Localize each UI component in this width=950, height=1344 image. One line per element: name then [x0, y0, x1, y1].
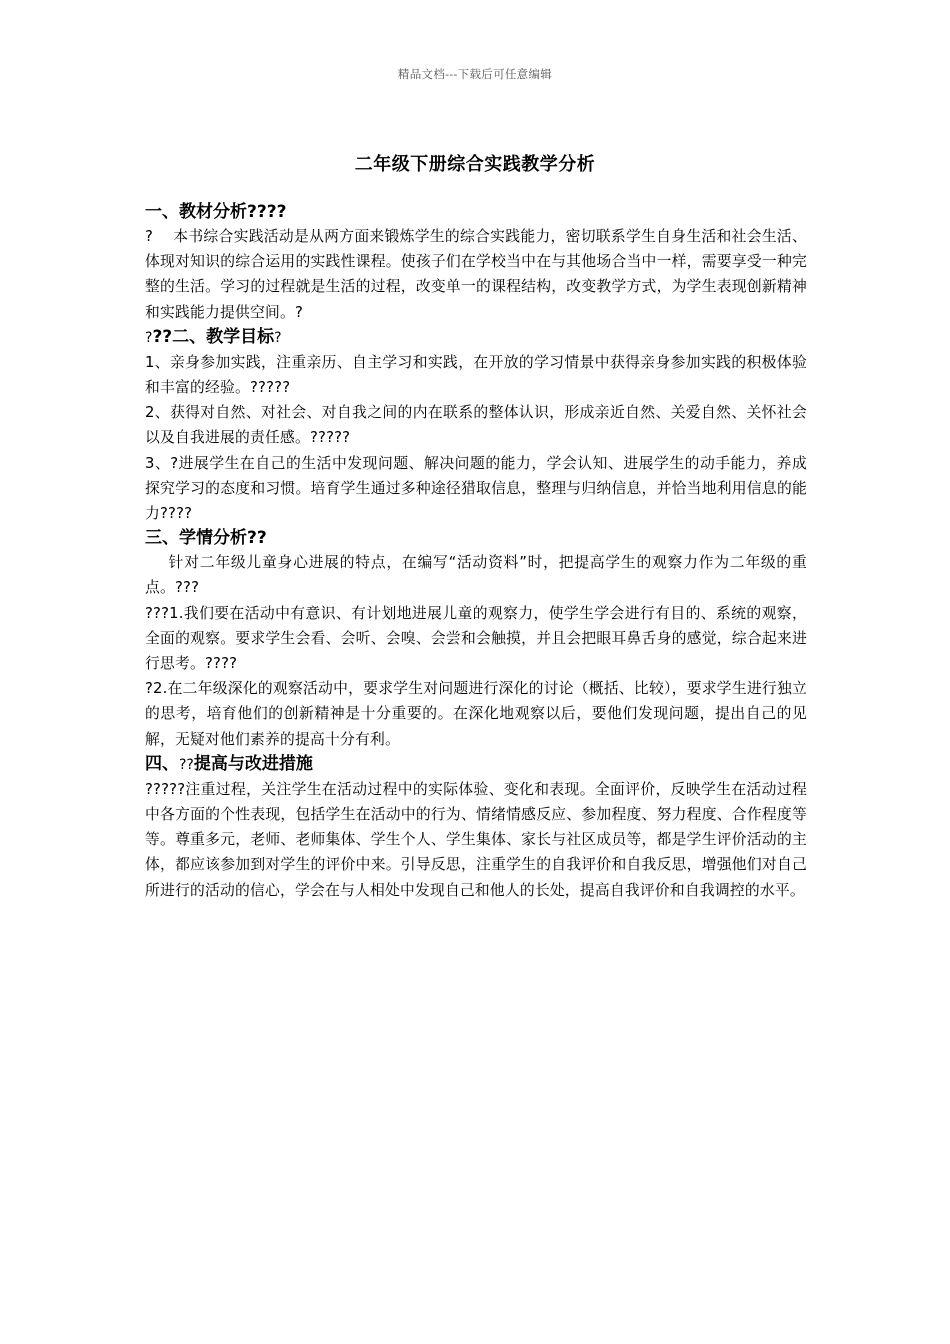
document-body: [145, 200, 807, 903]
heading-prefix: ?: [145, 329, 153, 346]
section-heading-text: 一、教材分析????: [145, 202, 287, 222]
section-heading-tail: 提高与改进措施: [193, 753, 313, 774]
section-heading-materials: [145, 200, 807, 224]
document-title: 二年级下册综合实践教学分析: [354, 154, 596, 175]
page-header-note: 精品文档---下载后可任意编辑: [397, 67, 553, 81]
section-heading-improvement: [145, 752, 807, 777]
paragraph-goal-3: 3、?进展学生在自己的生活中发现问题、解决问题的能力，学会认知、进展学生的动手能力，养成探究学习的态度和习惯。培育学生通过多种途径猎取信息，整理与归纳信息，并恰当地利用信息的能力????: [145, 454, 807, 523]
section-heading-text: 四、: [145, 753, 179, 774]
paragraph-students-2: ?2.在二年级深化的观察活动中，要求学生对问题进行深化的讨论（概括、比较），要求学生进行独立的思考，培育他们的创新精神是十分重要的。在深化地观察以后，要他们发现问题，提出自己的见解，无疑对他们素养的提高十分有利。: [145, 680, 807, 748]
heading-suffix: ?: [274, 329, 282, 346]
paragraph-improvement: ?????注重过程，关注学生在活动过程中的实际体验、变化和表现。全面评价，反映学生在活动过程中各方面的个性表现，包括学生在活动中的行为、情绪情感反应、参加程度、努力程度、合作程度等等。尊重多元，老师、老师集体、学生个人、学生集体、家长与社区成员等，都是学生评价活动的主体，都应该参加到对学生的评价中来。引导反思，注重学生的自我评价和自我反思，增强他们对自己所进行的活动的信心，学会在与人相处中发现自己和他人的长处，提高自我评价和自我调控的水平。: [145, 780, 807, 899]
section-heading-students: [145, 526, 807, 550]
section-heading-goals: [145, 325, 807, 350]
paragraph-students-intro: 针对二年级儿童身心进展的特点，在编写“活动资料”时，把提高学生的观察力作为二年级的重点。???: [145, 554, 807, 597]
paragraph-goal-1: 1、亲身参加实践，注重亲历、自主学习和实践，在开放的学习情景中获得亲身参加实践的积极体验和丰富的经验。?????: [145, 353, 807, 397]
section-heading-text: ??二、教学目标: [152, 326, 275, 347]
section-heading-text: 三、学情分析??: [145, 528, 267, 549]
heading-mid: ??: [179, 756, 194, 773]
paragraph-goal-2: 2、获得对自然、对社会、对自我之间的内在联系的整体认识，形成亲近自然、关爱自然、关怀社会以及自我进展的责任感。?????: [145, 404, 807, 447]
paragraph-materials: ? 本书综合实践活动是从两方面来锻炼学生的综合实践能力，密切联系学生自身生活和社会生活、体现对知识的综合运用的实践性课程。使孩子们在学校当中在与其他场合当中一样，需要享受一种完整的生活。学习的过程就是生活的过程，改变单一的课程结构，改变教学方式，为学生表现创新精神和实践能力提供空间。?: [145, 228, 807, 321]
paragraph-students-1: ???1.我们要在活动中有意识、有计划地进展儿童的观察力，使学生学会进行有目的、系统的观察，全面的观察。要求学生会看、会听、会嗅、会尝和会触摸，并且会把眼耳鼻舌身的感觉，综合起来进行思考。????: [145, 604, 807, 673]
